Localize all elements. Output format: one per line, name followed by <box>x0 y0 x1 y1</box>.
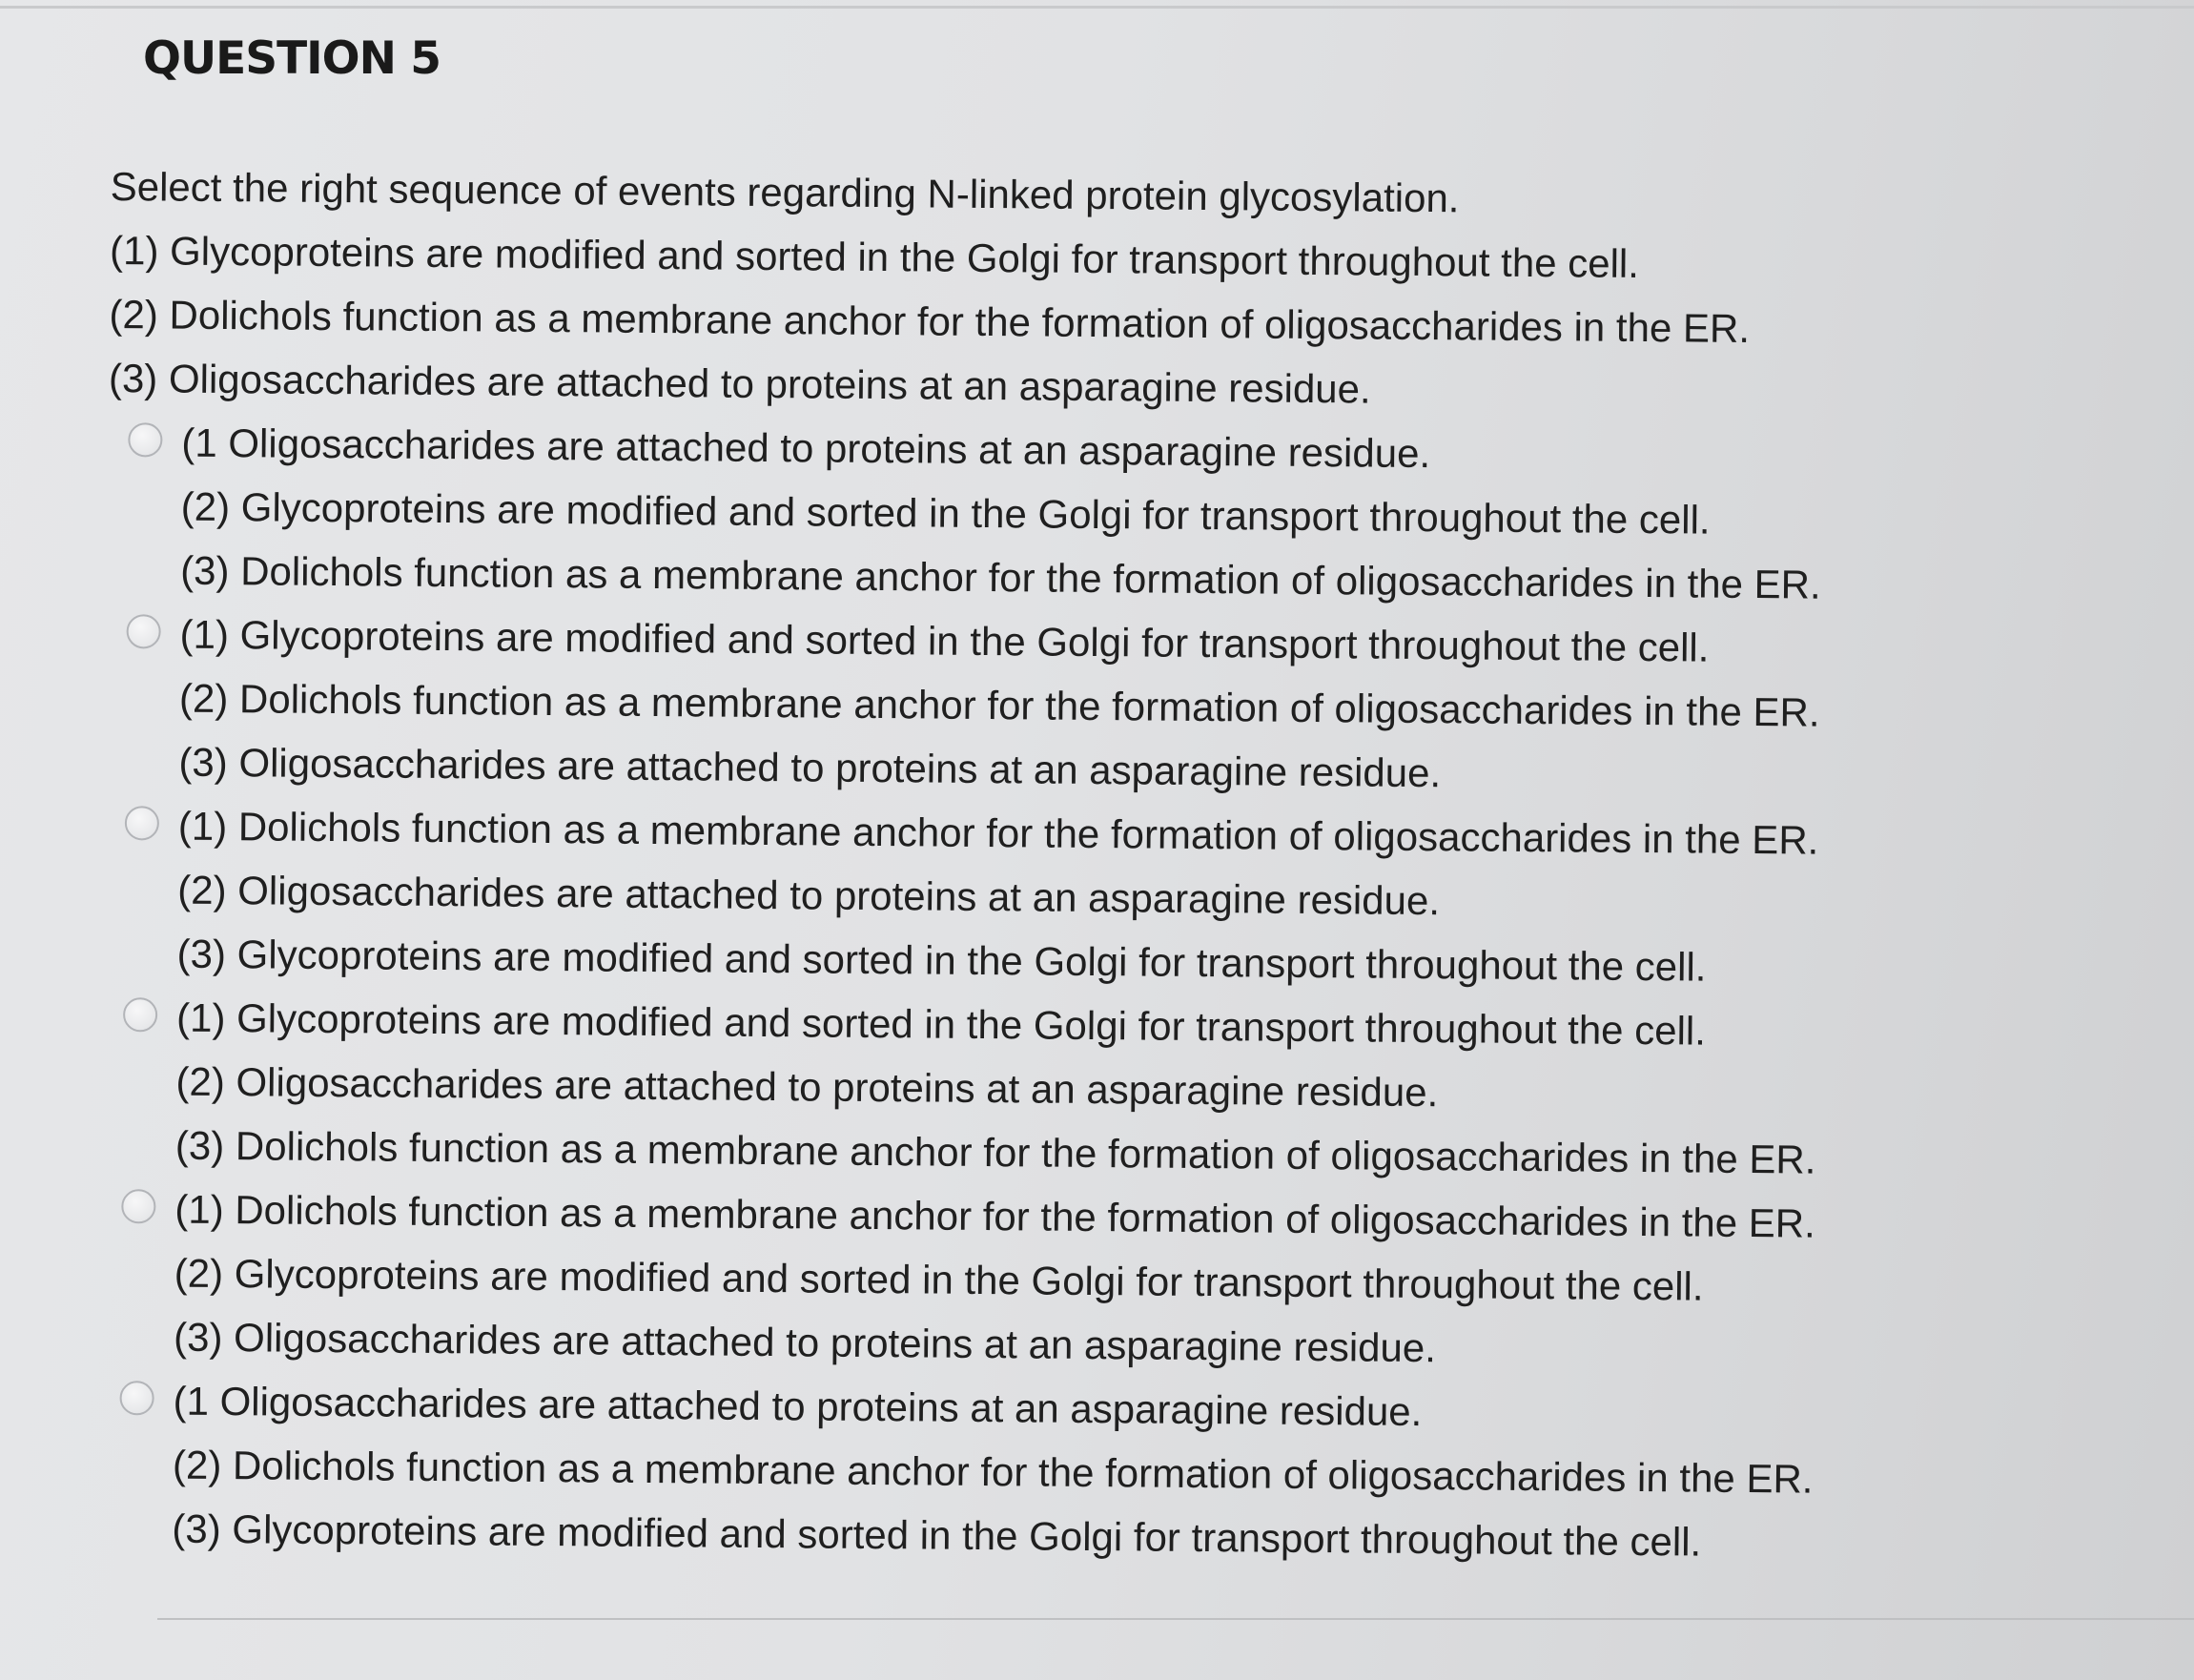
statement-2: (2) Dolichols function as a membrane anchor for the formation of oligosaccharides in the ER. <box>109 291 1751 352</box>
radio-button[interactable] <box>121 1189 155 1223</box>
radio-button[interactable] <box>123 997 157 1032</box>
answer-option-4[interactable] <box>102 985 2011 1193</box>
option-line: (2) Glycoproteins are modified and sorted in the Golgi for transport throughout the cell. <box>174 1250 1704 1309</box>
answer-option-2[interactable] <box>105 602 2014 809</box>
option-line: (2) Glycoproteins are modified and sorted in the Golgi for transport throughout the cell. <box>180 483 1711 543</box>
question-body <box>98 154 2018 1576</box>
option-line: (1) Glycoproteins are modified and sorted in the Golgi for transport throughout the cell. <box>179 611 1710 670</box>
answer-option-5[interactable] <box>100 1177 2009 1384</box>
option-line: (1 Oligosaccharides are attached to proteins at an asparagine residue. <box>173 1378 1423 1435</box>
option-line: (3) Oligosaccharides are attached to proteins at an asparagine residue. <box>173 1314 1437 1371</box>
bottom-divider <box>157 1618 2194 1620</box>
option-line: (2) Oligosaccharides are attached to proteins at an asparagine residue. <box>177 867 1441 924</box>
option-line: (2) Oligosaccharides are attached to proteins at an asparagine residue. <box>175 1058 1439 1116</box>
radio-button[interactable] <box>119 1381 154 1415</box>
option-line: (2) Dolichols function as a membrane anchor for the formation of oligosaccharides in the ER. <box>178 675 1820 735</box>
radio-button[interactable] <box>125 806 159 840</box>
option-line: (3) Dolichols function as a membrane anchor for the formation of oligosaccharides in the ER. <box>174 1122 1816 1182</box>
answer-options <box>98 410 2015 1576</box>
radio-button[interactable] <box>128 422 162 457</box>
option-line: (3) Oligosaccharides are attached to proteins at an asparagine residue. <box>178 739 1442 796</box>
option-line: (3) Dolichols function as a membrane anchor for the formation of oligosaccharides in the ER. <box>179 547 1821 607</box>
question-prompt: Select the right sequence of events regarding N-linked protein glycosylation. <box>110 163 1460 221</box>
option-line: (1) Glycoproteins are modified and sorted in the Golgi for transport throughout the cell. <box>175 994 1707 1054</box>
option-line: (1) Dolichols function as a membrane anchor for the formation of oligosaccharides in the ER. <box>177 803 1819 863</box>
answer-option-1[interactable] <box>107 410 2016 618</box>
option-line: (1 Oligosaccharides are attached to proteins at an asparagine residue. <box>181 420 1431 477</box>
statement-3: (3) Oligosaccharides are attached to proteins at an asparagine residue. <box>108 355 1371 412</box>
answer-option-3[interactable] <box>103 793 2012 1001</box>
option-line: (3) Glycoproteins are modified and sorted in the Golgi for transport throughout the cell. <box>176 931 1707 990</box>
option-line: (2) Dolichols function as a membrane anchor for the formation of oligosaccharides in the ER. <box>172 1442 1814 1502</box>
option-line: (3) Glycoproteins are modified and sorted in the Golgi for transport throughout the cell. <box>172 1506 1702 1565</box>
option-line: (1) Dolichols function as a membrane anchor for the formation of oligosaccharides in the ER. <box>174 1186 1816 1246</box>
answer-option-6[interactable] <box>98 1368 2007 1576</box>
top-divider <box>0 6 2194 9</box>
question-header: QUESTION 5 <box>143 32 441 85</box>
radio-button[interactable] <box>126 614 160 648</box>
statement-1: (1) Glycoproteins are modified and sorted in the Golgi for transport throughout the cell. <box>109 227 1640 286</box>
